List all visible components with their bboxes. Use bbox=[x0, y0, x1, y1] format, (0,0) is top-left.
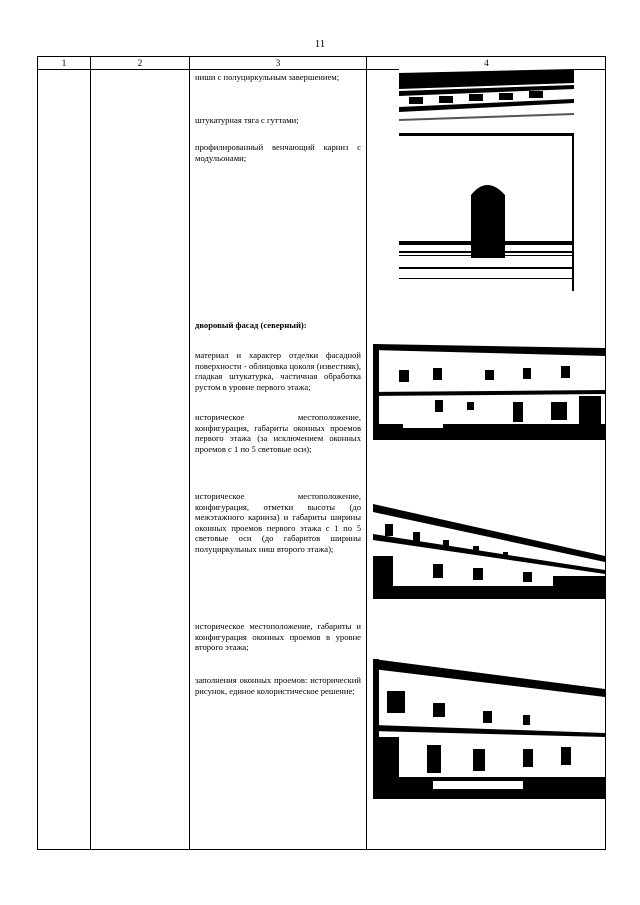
paragraph: ниши с полуциркульным завершением; bbox=[195, 72, 340, 82]
text-courtyard-facade-heading bbox=[195, 320, 361, 331]
text-plaster-cornice bbox=[195, 115, 361, 126]
photo-courtyard-facade-2 bbox=[373, 504, 605, 599]
text-niches bbox=[195, 72, 361, 83]
column-divider bbox=[366, 57, 367, 849]
paragraph: материал и характер отделки фасадной поверхности - облицовка цоколя (известняк), гладкая штукатурка, частичная обработка рустом в уровне первого этажа; bbox=[195, 350, 361, 392]
text-first-floor-openings bbox=[195, 412, 361, 454]
page-number: 11 bbox=[314, 38, 326, 50]
photo-niche-frieze bbox=[399, 69, 574, 133]
photo-courtyard-facade-3 bbox=[373, 659, 605, 799]
text-crown-cornice bbox=[195, 142, 361, 163]
paragraph: историческое местоположение, конфигурация, отметки высоты (до межэтажного карниза) и габариты ширины оконных проемов первого этажа с 1 по 5 световые оси (до габаритов ширины полуциркульных ниш второго этажа); bbox=[195, 491, 361, 554]
column-header-3: 3 bbox=[275, 58, 281, 68]
paragraph: историческое местоположение, габариты и конфигурация оконных проемов в уровне второго этажа; bbox=[195, 621, 361, 653]
column-divider bbox=[189, 57, 190, 849]
section-heading: дворовый фасад (северный): bbox=[195, 320, 307, 330]
photo-niche-arch bbox=[399, 133, 574, 291]
text-first-floor-axes bbox=[195, 491, 361, 555]
paragraph: заполнения оконных проемов: исторический рисунок, единое колористическое решение; bbox=[195, 675, 361, 696]
paragraph: штукатурная тяга с гуттами; bbox=[195, 115, 299, 125]
text-window-fillings bbox=[195, 675, 361, 696]
paragraph: историческое местоположение, конфигурация, габариты оконных проемов первого этажа (за исключением оконных проемов с 1 по 5 световые оси); bbox=[195, 412, 361, 454]
monument-table bbox=[37, 56, 606, 850]
column-header-1: 1 bbox=[61, 58, 67, 68]
column-header-2: 2 bbox=[137, 58, 143, 68]
column-divider bbox=[90, 57, 91, 849]
photo-courtyard-facade-1 bbox=[373, 344, 605, 440]
text-facade-materials bbox=[195, 350, 361, 392]
paragraph: профилированный венчающий карниз с модульонами; bbox=[195, 142, 361, 163]
column-header-4: 4 bbox=[484, 58, 489, 68]
text-second-floor-openings bbox=[195, 621, 361, 653]
